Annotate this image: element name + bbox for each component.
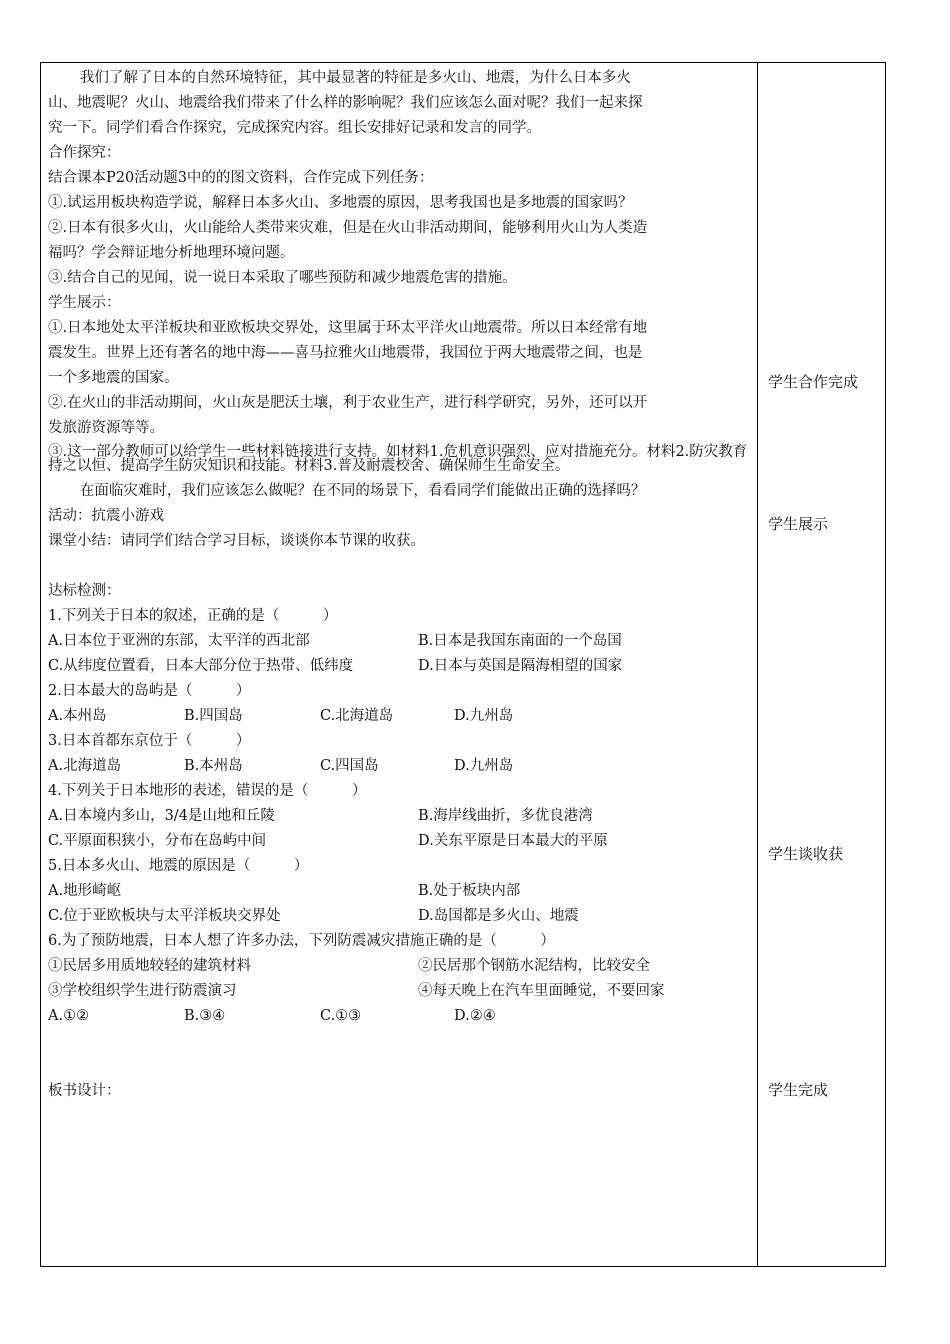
task-3: ③.结合自己的见闻，说一说日本采取了哪些预防和减少地震危害的措施。 <box>48 270 517 286</box>
answer-3: ③.这一部分教师可以给学生一些材料链接进行支持。如材料1.危机意识强烈、应对措施充分。材料2.防灾教育持之以恒、提高学生防灾知识和技能。材料3.普及耐震校舍、确保师生生命安全。 <box>48 444 748 474</box>
coop-heading: 合作探究： <box>48 145 121 161</box>
option-c: C.①③ <box>320 1008 362 1024</box>
question-1: 1.下列关于日本的叙述，正确的是（ ） <box>48 608 338 624</box>
answer-2-line-2: 发旅游资源等等。 <box>48 420 164 436</box>
question-6-statements-row-2 <box>48 979 752 1004</box>
question-6-options <box>48 1004 752 1029</box>
spacer <box>48 1054 752 1079</box>
question-1-options-row-1 <box>48 629 752 654</box>
option-c: C.位于亚欧板块与太平洋板块交界处 <box>48 908 281 924</box>
statement-1: ①民居多用质地较轻的建筑材料 <box>48 958 251 974</box>
option-a: A.地形崎岖 <box>48 883 122 899</box>
question-3-options <box>48 754 752 779</box>
option-a: A.日本境内多山，3/4是山地和丘陵 <box>48 808 275 824</box>
question-3: 3.日本首都东京位于（ ） <box>48 733 251 749</box>
statement-4: ④每天晚上在汽车里面睡觉，不要回家 <box>418 983 665 999</box>
option-d: D.日本与英国是隔海相望的国家 <box>418 658 623 674</box>
option-c: C.从纬度位置看，日本大部分位于热带、低纬度 <box>48 658 354 674</box>
answer-1-line-3: 一个多地震的国家。 <box>48 370 179 386</box>
question-1-options-row-2 <box>48 654 752 679</box>
option-c: C.北海道岛 <box>320 708 394 724</box>
option-a: A.①② <box>48 1008 90 1024</box>
question-5-options-row-1 <box>48 879 752 904</box>
question-5: 5.日本多火山、地震的原因是（ ） <box>48 858 309 874</box>
statement-3: ③学校组织学生进行防震演习 <box>48 983 237 999</box>
question-2-options <box>48 704 752 729</box>
show-heading: 学生展示： <box>48 295 121 311</box>
side-note-harvest: 学生谈收获 <box>768 845 844 863</box>
question-4: 4.下列关于日本地形的表述，错误的是（ ） <box>48 783 367 799</box>
side-note-show: 学生展示 <box>768 515 829 533</box>
activity-line: 活动：抗震小游戏 <box>48 508 164 524</box>
option-d: D.关东平原是日本最大的平原 <box>418 833 608 849</box>
side-note-cooperate: 学生合作完成 <box>768 373 859 391</box>
intro-line-1: 我们了解了日本的自然环境特征，其中最显著的特征是多火山、地震，为什么日本多火 <box>79 70 631 86</box>
question-4-options-row-1 <box>48 804 752 829</box>
option-b: B.海岸线曲折，多优良港湾 <box>418 808 593 824</box>
test-heading: 达标检测： <box>48 583 121 599</box>
task-1: ①.试运用板块构造学说，解释日本多火山、多地震的原因，思考我国也是多地震的国家吗？ <box>48 195 633 211</box>
spacer <box>48 1029 752 1054</box>
question-5-options-row-2 <box>48 904 752 929</box>
answer-1-line-2: 震发生。世界上还有著名的地中海——喜马拉雅火山地震带，我国位于两大地震带之间，也是 <box>48 345 643 361</box>
question-4-options-row-2 <box>48 829 752 854</box>
option-b: B.日本是我国东南面的一个岛国 <box>418 633 622 649</box>
option-c: C.平原面积狭小，分布在岛屿中间 <box>48 833 267 849</box>
side-note-complete: 学生完成 <box>768 1081 829 1099</box>
question-6: 6.为了预防地震，日本人想了许多办法，下列防震减灾措施正确的是（ ） <box>48 933 555 949</box>
option-d: D.②④ <box>454 1008 496 1024</box>
answer-2-line-1: ②.在火山的非活动期间，火山灰是肥沃土壤，利于农业生产，进行科学研究，另外，还可以开 <box>48 395 648 411</box>
intro-line-3: 究一下。同学们看合作探究，完成探究内容。组长安排好记录和发言的同学。 <box>48 120 541 136</box>
coop-intro: 结合课本P20活动题3中的的图文资料，合作完成下列任务： <box>48 170 434 186</box>
option-b: B.处于板块内部 <box>418 883 521 899</box>
column-divider <box>757 62 758 1267</box>
option-d: D.九州岛 <box>454 708 514 724</box>
task-2-line-1: ②.日本有很多火山，火山能给人类带来灾难，但是在火山非活动期间，能够利用火山为人类造 <box>48 220 648 236</box>
task-2-line-2: 福吗？学会辩证地分析地理环境问题。 <box>48 245 295 261</box>
question-6-statements-row-1 <box>48 954 752 979</box>
intro-line-2: 山、地震呢？火山、地震给我们带来了什么样的影响呢？我们应该怎么面对呢？我们一起来探 <box>48 95 643 111</box>
option-c: C.四国岛 <box>320 758 379 774</box>
disaster-question: 在面临灾难时，我们应该怎么做呢？在不同的场景下，看看同学们能做出正确的选择吗？ <box>79 483 646 499</box>
statement-2: ②民居那个钢筋水泥结构，比较安全 <box>418 958 650 974</box>
option-a: A.本州岛 <box>48 708 107 724</box>
answer-1-line-1: ①.日本地处太平洋板块和亚欧板块交界处，这里属于环太平洋火山地震带。所以日本经常有地 <box>48 320 648 336</box>
summary-line: 课堂小结：请同学们结合学习目标，谈谈你本节课的收获。 <box>48 533 425 549</box>
option-d: D.岛国都是多火山、地震 <box>418 908 579 924</box>
option-b: B.四国岛 <box>184 708 243 724</box>
option-b: B.③④ <box>184 1008 226 1024</box>
spacer <box>48 554 752 579</box>
option-a: A.日本位于亚洲的东部，太平洋的西北部 <box>48 633 310 649</box>
question-2: 2.日本最大的岛屿是（ ） <box>48 683 251 699</box>
option-a: A.北海道岛 <box>48 758 122 774</box>
board-design-heading: 板书设计： <box>48 1083 121 1099</box>
option-d: D.九州岛 <box>454 758 514 774</box>
main-content-column <box>48 66 752 1104</box>
option-b: B.本州岛 <box>184 758 243 774</box>
